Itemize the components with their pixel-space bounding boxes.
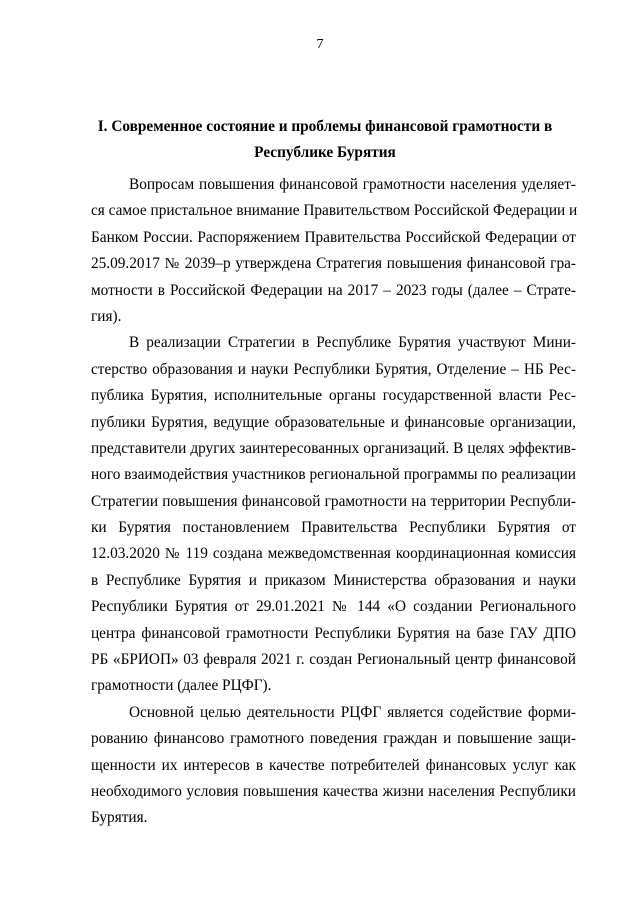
text-line: Стратегии повышения финансовой грамотности на территории Республи-	[91, 492, 576, 510]
text-line: в Республике Бурятия и приказом Министерства образования и науки	[91, 571, 576, 589]
paragraph-1	[91, 172, 576, 330]
page-number: 7	[316, 37, 324, 52]
text-line: щенности их интересов в качестве потребителей финансовых услуг как	[91, 756, 576, 774]
text-line: стерство образования и науки Республики Бурятия, Отделение – НБ Рес-	[91, 360, 576, 378]
paragraph-2	[91, 330, 576, 699]
text-line: публика Бурятия, исполнительные органы государственной власти Рес-	[91, 387, 576, 405]
text-line: 25.09.2017 № 2039–р утверждена Стратегия повышения финансовой гра-	[91, 255, 576, 273]
text-line: мотности в Российской Федерации на 2017 – 2023 годы (далее – Страте-	[91, 281, 576, 299]
body-text	[91, 172, 576, 832]
text-line: РБ «БРИОП» 03 февраля 2021 г. создан Региональный центр финансовой	[91, 651, 576, 669]
paragraph-3	[91, 700, 576, 832]
text-line: гия).	[91, 307, 122, 325]
text-line: ки Бурятия постановлением Правительства Республики Бурятия от	[91, 519, 576, 537]
text-line: ного взаимодействия участников региональной программы по реализации	[91, 466, 576, 484]
text-line: представители других заинтересованных организаций. В целях эффектив-	[91, 439, 576, 457]
text-line: ся самое пристальное внимание Правительством Российской Федерации и	[91, 202, 578, 220]
text-line: Республики Бурятия от 29.01.2021 № 144 «О создании Регионального	[91, 598, 576, 616]
text-line: необходимого условия повышения качества жизни населения Республики	[91, 782, 576, 800]
text-line: рованию финансово грамотного поведения граждан и повышение защи-	[91, 730, 576, 748]
text-line: центра финансовой грамотности Республики Бурятия на базе ГАУ ДПО	[91, 624, 576, 642]
text-line: Вопросам повышения финансовой грамотности населения уделяет-	[129, 176, 576, 193]
text-line: публики Бурятия, ведущие образовательные и финансовые организации,	[91, 413, 576, 431]
text-line: Банком России. Распоряжением Правительства Российской Федерации от	[91, 228, 576, 246]
text-line: В реализации Стратегии в Республике Бурятия участвуют Мини-	[129, 334, 576, 352]
text-line: Бурятия.	[91, 809, 148, 827]
text-line: 12.03.2020 № 119 создана межведомственная координационная комиссия	[91, 545, 576, 563]
text-line: грамотности (далее РЦФГ).	[91, 677, 272, 695]
text-line: Основной целью деятельности РЦФГ является содействие форми-	[129, 703, 576, 721]
section-heading-line: Республике Бурятия	[254, 144, 396, 161]
section-heading-line: I. Современное состояние и проблемы финансовой грамотности в	[97, 118, 553, 135]
section-heading	[70, 114, 580, 166]
